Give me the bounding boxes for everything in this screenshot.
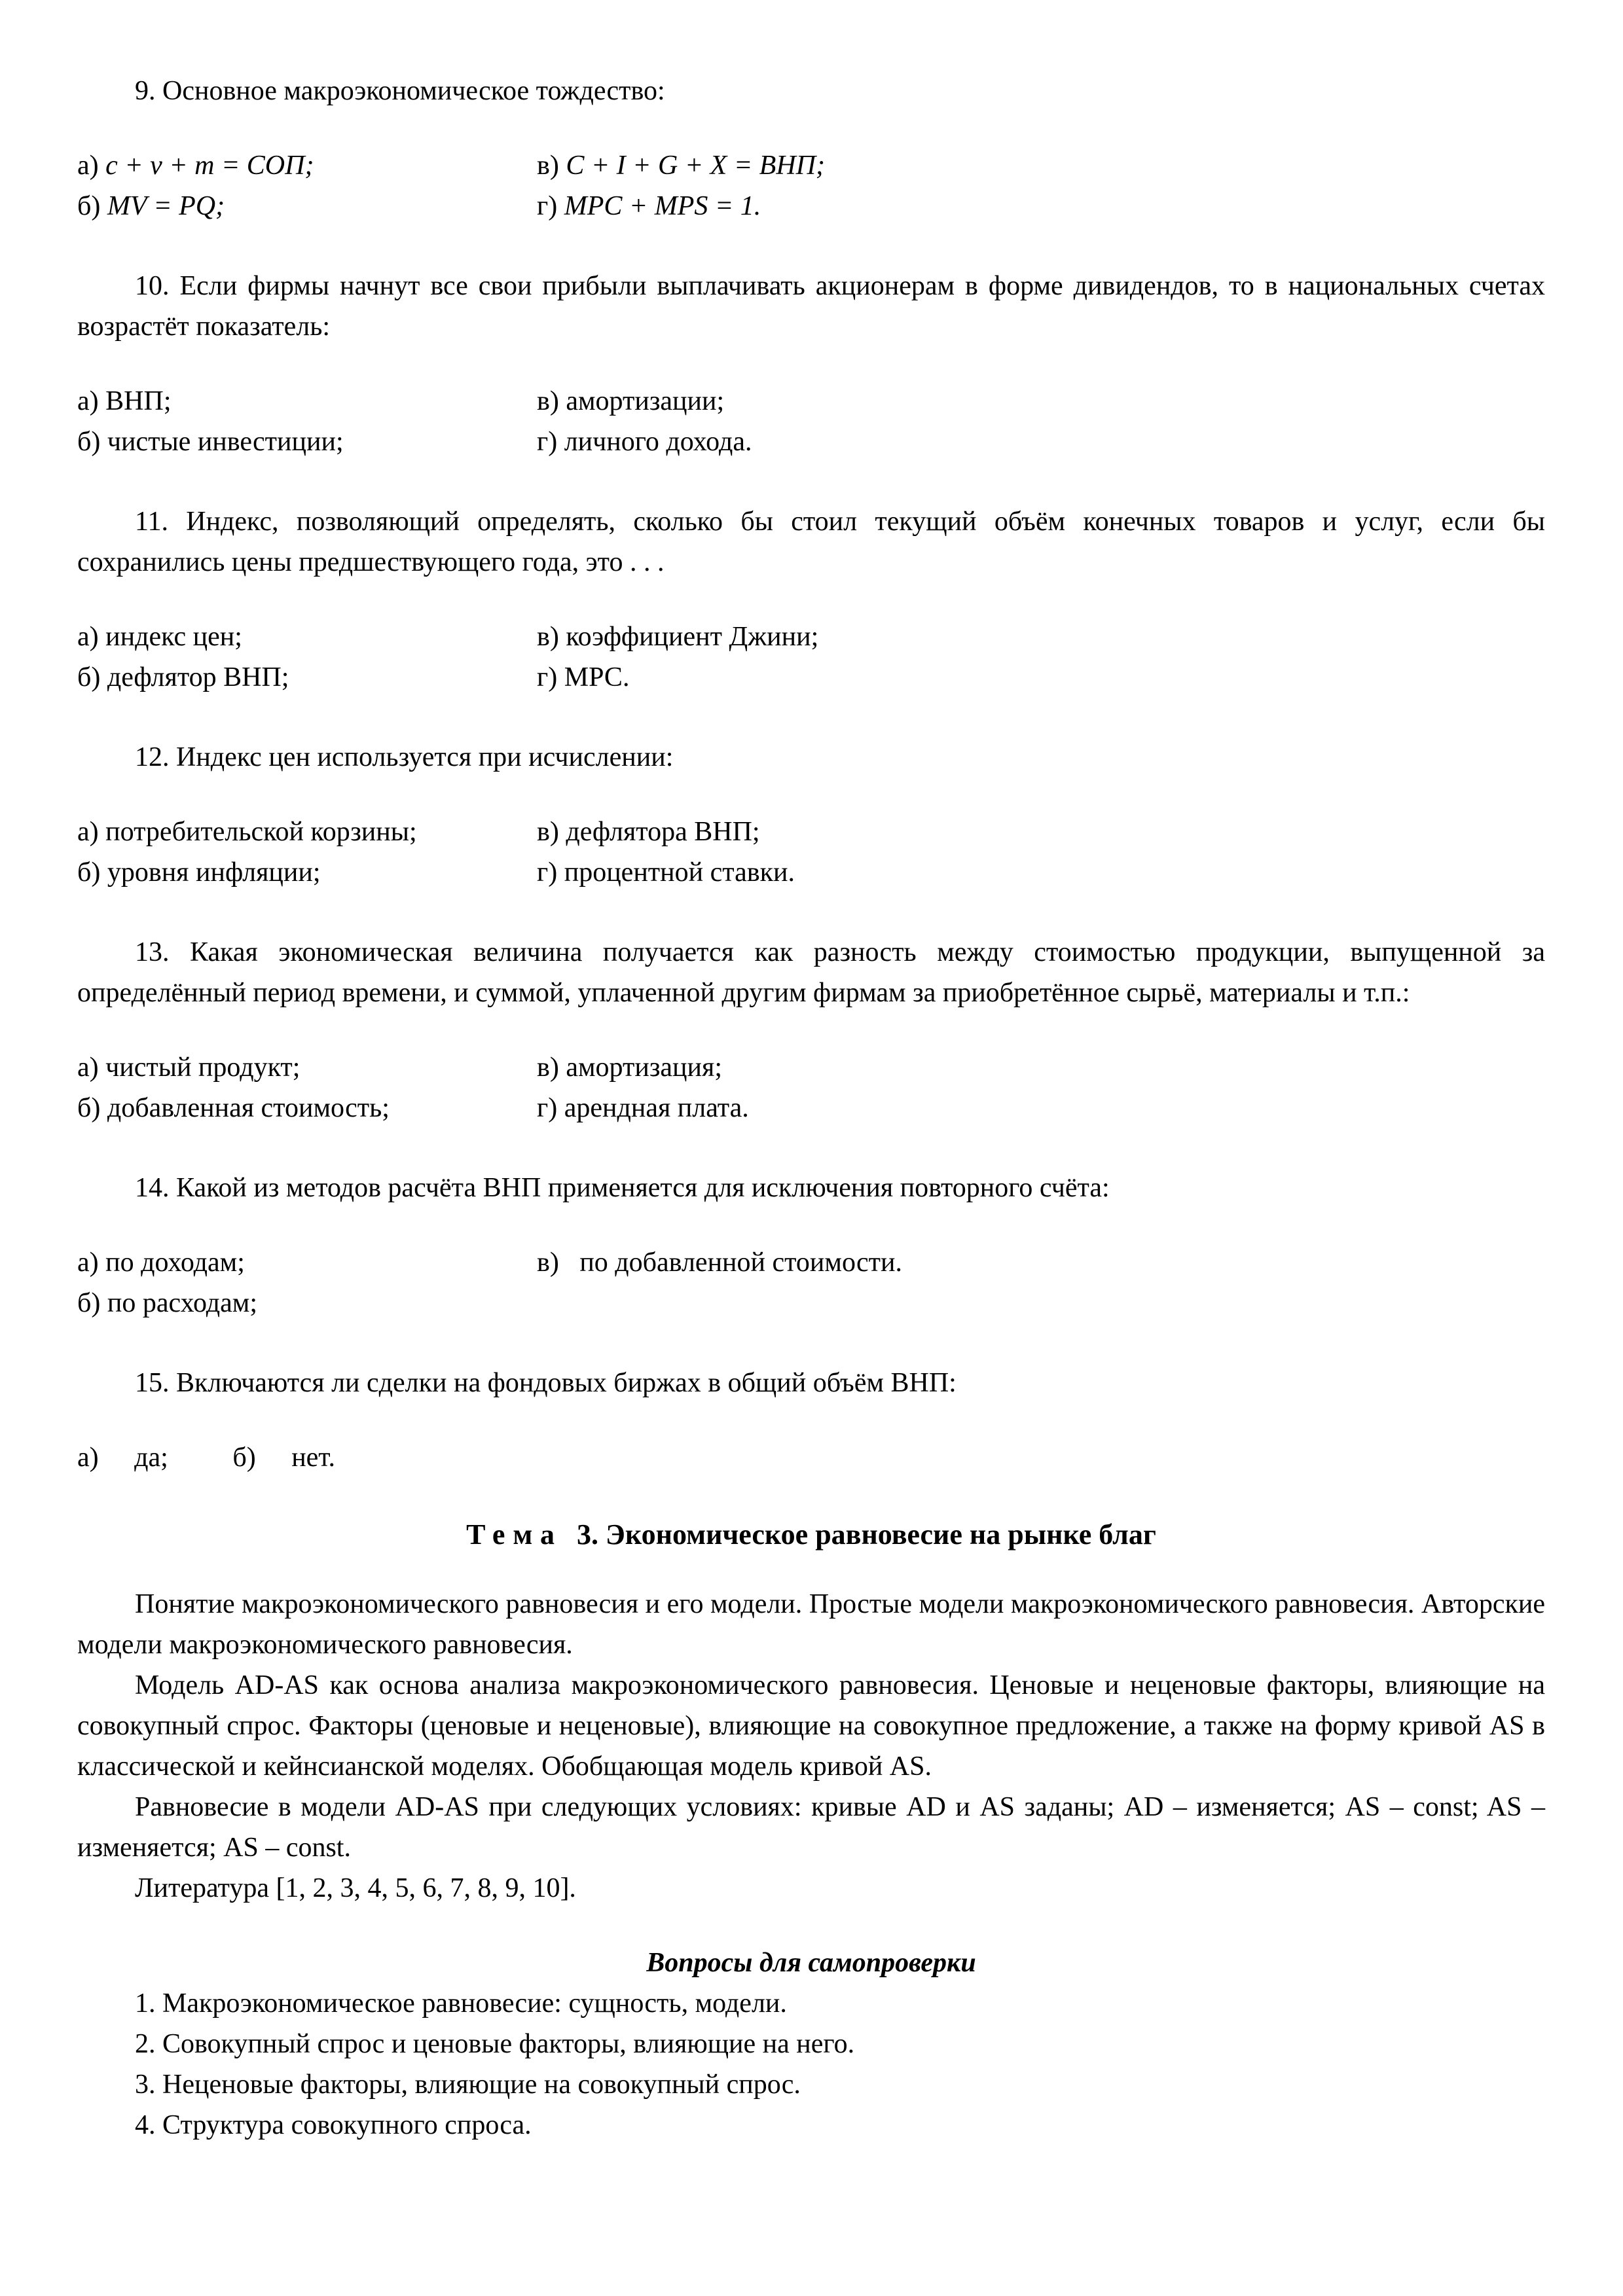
self-check-heading: Вопросы для самопроверки [646, 1948, 976, 1978]
option-b: б) по расходам; [77, 1288, 258, 1318]
option-a: а) c + v + m = СОП; [77, 151, 314, 181]
question-10-text: 10. Если фирмы начнут все свои прибыли выплачивать акционерам в форме дивидендов, то в национальных счетах возрастёт показатель: [77, 271, 1545, 342]
option-b: б) нет. [232, 1443, 336, 1473]
question-15-options [77, 1437, 1545, 1478]
question-14-options [77, 1242, 1545, 1323]
option-b: б) дефлятор ВНП; [77, 662, 289, 692]
option-v: в) по добавленной стоимости. [537, 1247, 903, 1278]
option-v: в) амортизации; [537, 386, 725, 416]
option-v: в) амортизация; [537, 1052, 722, 1083]
question-15-text: 15. Включаются ли сделки на фондовых биржах в общий объём ВНП: [135, 1368, 957, 1398]
topic-prefix: Тема [466, 1518, 563, 1551]
question-10-options [77, 381, 1545, 462]
option-b: б) чистые инвестиции; [77, 427, 344, 457]
question-12-text: 12. Индекс цен используется при исчислении: [135, 742, 674, 772]
option-v: в) дефлятора ВНП; [537, 817, 760, 847]
list-item: 4. Структура совокупного спроса. [135, 2110, 532, 2140]
topic-heading [77, 1515, 1545, 1555]
question-11-text: 11. Индекс, позволяющий определять, сколько бы стоил текущий объём конечных товаров и услуг, если бы сохранились цены предшествующего года, это . . . [77, 507, 1545, 577]
option-b: б) MV = PQ; [77, 191, 225, 221]
option-b: б) уровня инфляции; [77, 857, 321, 888]
option-a: а) да; [77, 1443, 168, 1473]
option-v: в) коэффициент Джини; [537, 622, 819, 652]
list-item: 3. Неценовые факторы, влияющие на совокупный спрос. [135, 2070, 801, 2100]
question-11-options [77, 617, 1545, 698]
option-g: г) МРС. [537, 662, 630, 692]
option-a: а) ВНП; [77, 386, 172, 416]
option-b: б) добавленная стоимость; [77, 1093, 390, 1123]
option-g: г) личного дохода. [537, 427, 752, 457]
option-g: г) арендная плата. [537, 1093, 749, 1123]
self-check-list [77, 1983, 1545, 2145]
topic-paragraph-1: Понятие макроэкономического равновесия и его модели. Простые модели макроэкономического равновесия. Авторские модели макроэкономического равновесия. [77, 1589, 1545, 1660]
literature-reference: Литература [1, 2, 3, 4, 5, 6, 7, 8, 9, 10]. [135, 1873, 576, 1903]
option-g: г) процентной ставки. [537, 857, 795, 888]
document-page [77, 71, 1545, 2145]
topic-paragraph-3: Равновесие в модели AD-AS при следующих условиях: кривые AD и AS заданы; AD – изменяется; AS – const; AS – изменяется; AS – const. [77, 1792, 1545, 1863]
question-13-options [77, 1047, 1545, 1128]
question-9-text: 9. Основное макроэкономическое тождество: [135, 76, 665, 106]
option-a: а) по доходам; [77, 1247, 245, 1278]
topic-paragraph-2: Модель AD-AS как основа анализа макроэкономического равновесия. Ценовые и неценовые факторы, влияющие на совокупный спрос. Факторы (ценовые и неценовые), влияющие на совокупное предложение, а также на форму кривой AS в классической и кейнсианской моделях. Обобщающая модель кривой AS. [77, 1670, 1545, 1782]
option-a: а) потребительской корзины; [77, 817, 417, 847]
option-a: а) индекс цен; [77, 622, 242, 652]
question-12-options [77, 812, 1545, 893]
topic-title: 3. Экономическое равновесие на рынке благ [577, 1518, 1156, 1551]
question-13-text: 13. Какая экономическая величина получается как разность между стоимостью продукции, выпущенной за определённый период времени, и суммой, уплаченной другим фирмам за приобретённое сырьё, материалы и т.п.: [77, 937, 1545, 1008]
option-g: г) MPC + MPS = 1. [537, 191, 761, 221]
question-14-text: 14. Какой из методов расчёта ВНП применяется для исключения повторного счёта: [135, 1173, 1110, 1203]
list-item: 2. Совокупный спрос и ценовые факторы, влияющие на него. [135, 2029, 855, 2059]
option-a: а) чистый продукт; [77, 1052, 301, 1083]
list-item: 1. Макроэкономическое равновесие: сущность, модели. [135, 1988, 787, 2018]
option-v: в) C + I + G + X = ВНП; [537, 151, 825, 181]
question-9-options [77, 145, 1545, 226]
